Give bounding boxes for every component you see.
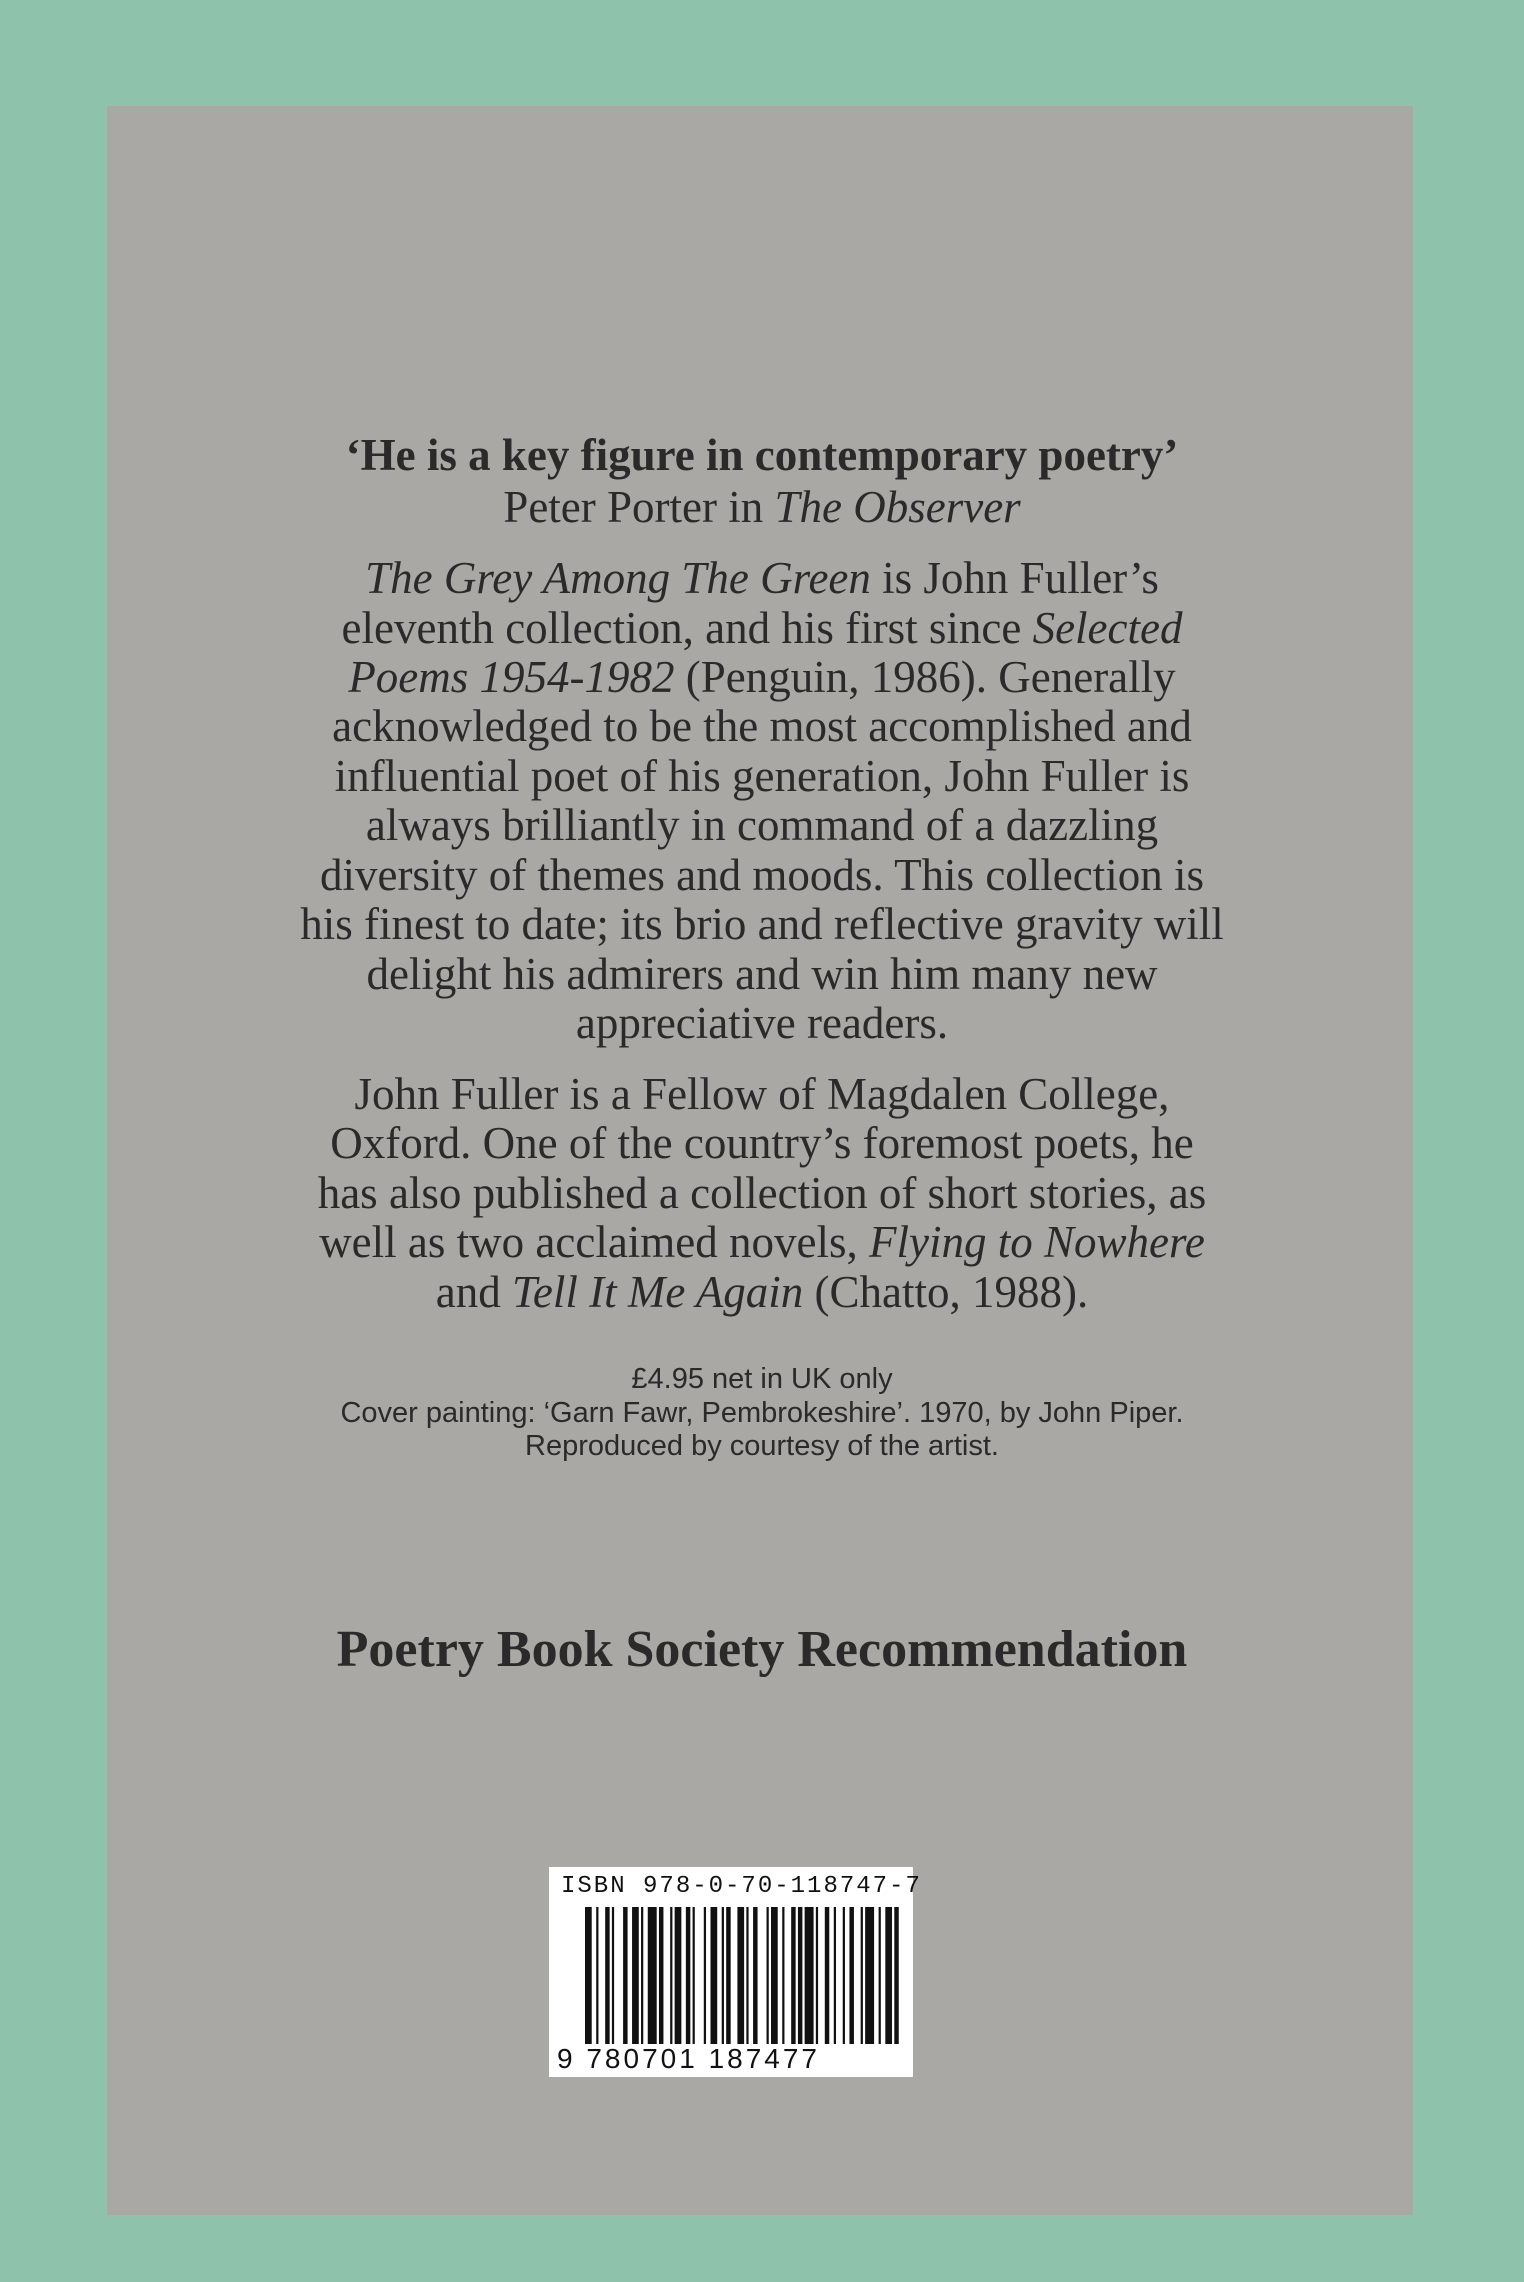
courtesy-text: Reproduced by courtesy of the artist. [525,1430,999,1462]
barcode-bar [693,1907,695,2044]
barcode-bar [605,1907,609,2044]
barcode-bar [865,1907,874,2044]
barcode-bar [585,1907,592,2044]
blurb-line: acknowledged to be the most accomplished and [332,701,1192,751]
barcode-bar [816,1907,818,2044]
barcode-bar [659,1907,663,2044]
barcode-bar [704,1907,706,2044]
barcode-bar [805,1907,814,2044]
author-bio-line: and Tell It Me Again (Chatto, 1988). [435,1267,1089,1317]
barcode-bar [861,1907,863,2044]
blurb-line: The Grey Among The Green is John Fuller’s [365,553,1159,603]
barcode-bar [675,1907,682,2044]
barcode-bar [879,1907,881,2044]
barcode-bar [885,1907,892,2044]
barcode-bars [585,1907,901,2044]
recommendation-heading: Poetry Book Society Recommendation [336,1621,1188,1678]
blurb-line: appreciative readers. [575,998,949,1048]
book-title: The Grey Among The Green [365,553,871,603]
author-bio-line: Oxford. One of the country’s foremost poets, he [330,1118,1194,1168]
barcode-bar [722,1907,724,2044]
barcode-bar [726,1907,730,2044]
blurb-line: diversity of themes and moods. This collection is [319,850,1205,900]
barcode-bar [791,1907,795,2044]
barcode-bar [825,1907,829,2044]
barcode-bar [753,1907,757,2044]
barcode-bar [612,1907,614,2044]
barcode-bar [711,1907,718,2044]
barcode-bar [737,1907,744,2044]
attribution-prefix: Peter Porter in [503,482,775,532]
barcode-bar [746,1907,748,2044]
attribution-source: The Observer [774,482,1021,532]
quote-attribution [0,480,1524,534]
barcode-digits: 9 780701 187477 [557,2043,820,2074]
barcode-bar [686,1907,690,2044]
barcode-bar [767,1907,769,2044]
barcode-bar [632,1907,639,2044]
barcode-bar [596,1907,598,2044]
barcode-bar [849,1907,853,2044]
barcode-bar [670,1907,672,2044]
cover-credit-text: Cover painting: ‘Garn Fawr, Pembrokeshire’. 1970, by John Piper. [340,1397,1184,1429]
price-text: £4.95 net in UK only [631,1363,893,1395]
author-bio-line: John Fuller is a Fellow of Magdalen College, [354,1069,1170,1119]
barcode-bar [648,1907,657,2044]
blurb-line: his finest to date; its brio and reflective gravity will [300,899,1224,949]
blurb-line: eleventh collection, and his first since Selected [341,603,1183,653]
barcode-bar [798,1907,802,2044]
barcode-bar [771,1907,778,2044]
blurb-line: Poems 1954-1982 (Penguin, 1986). Generally [348,652,1176,702]
barcode-bar [623,1907,627,2044]
barcode-bar [894,1907,898,2044]
review-quote: ‘He is a key figure in contemporary poetry’ [345,430,1179,480]
barcode-bar [641,1907,643,2044]
isbn-label: ISBN 978-0-70-118747-7 [561,1873,922,1900]
blurb-line: always brilliantly in command of a dazzling [365,800,1159,850]
author-bio-line: has also published a collection of short stories, as [317,1168,1207,1218]
barcode-bar [782,1907,784,2044]
barcode-bar [843,1907,845,2044]
blurb-line: influential poet of his generation, John Fuller is [334,751,1190,801]
barcode-block [549,1867,922,2077]
barcode-bar [834,1907,836,2044]
author-bio-line: well as two acclaimed novels, Flying to Nowhere [319,1217,1205,1267]
blurb-line: delight his admirers and win him many new [366,949,1158,999]
